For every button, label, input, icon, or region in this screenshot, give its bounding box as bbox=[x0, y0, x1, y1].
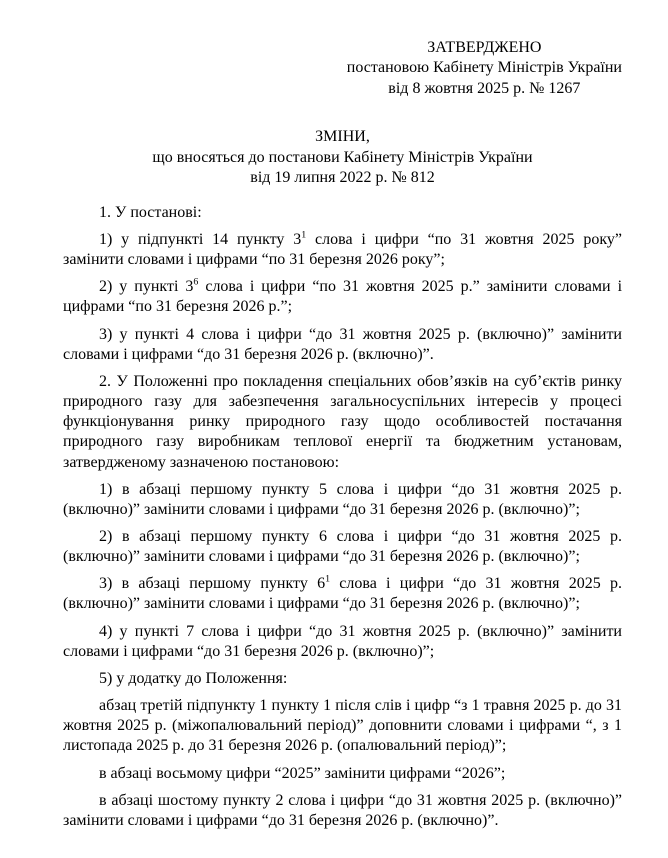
document-paragraph-11 bbox=[63, 696, 622, 756]
document-paragraph-3 bbox=[63, 277, 622, 317]
approval-line-approved: ЗАТВЕРДЖЕНО bbox=[427, 39, 542, 56]
paragraph-text: слова і цифри “по 31 жовтня 2025 р.” замінити словами і цифрами “по 31 березня 2026 р.”; bbox=[63, 278, 623, 316]
paragraph-text: 3) в абзаці першому пункту 6 bbox=[99, 575, 326, 593]
approval-line-date-number: від 8 жовтня 2025 р. № 1267 bbox=[388, 79, 581, 97]
title-line-changes: ЗМІНИ, bbox=[315, 128, 370, 146]
paragraph-text: в абзаці восьмому цифри “2025” замінити цифрами “2026”; bbox=[99, 764, 506, 782]
superscript-text: 6 bbox=[193, 276, 199, 288]
paragraph-text: 1. У постанові: bbox=[99, 203, 202, 221]
paragraph-text: слова і цифри “по 31 жовтня 2025 року” замінити словами і цифрами “по 31 березня 2026 року”; bbox=[63, 230, 622, 269]
document-paragraph-2 bbox=[63, 230, 622, 270]
paragraph-text: 2) в абзаці першому пункту 6 слова і цифри “до 31 жовтня 2025 р. (включно)” замінити словами і цифрами “до 31 березня 2026 р. (включно)”; bbox=[63, 528, 622, 566]
document-body bbox=[63, 203, 622, 831]
document-paragraph-8 bbox=[63, 574, 622, 614]
approval-line-authority: постановою Кабінету Міністрів України bbox=[346, 59, 622, 77]
document-paragraph-13 bbox=[63, 791, 622, 831]
document-paragraph-4 bbox=[63, 325, 622, 365]
title-line-target-date: від 19 липня 2022 р. № 812 bbox=[250, 169, 435, 187]
superscript-text: 1 bbox=[301, 229, 307, 241]
paragraph-text: слова і цифри “до 31 жовтня 2025 р. (включно)” замінити словами і цифрами “до 31 березня 2026 р. (включно)”; bbox=[63, 575, 623, 613]
document-paragraph-7 bbox=[63, 527, 622, 567]
paragraph-text: 1) в абзаці першому пункту 5 слова і цифри “до 31 жовтня 2025 р. (включно)” замінити словами і цифрами “до 31 березня 2026 р. (включно)”; bbox=[63, 480, 622, 518]
paragraph-text: 2. У Положенні про покладення спеціальних обов’язків на суб’єктів ринку природного газу для забезпечення загальносуспільних інтересів у процесі функціонування ринку природного газу щодо особливостей постачання природного газу виробникам теплової енергії та бюджетним установам, затвердженому зазначеною постановою: bbox=[63, 372, 622, 471]
document-paragraph-12 bbox=[63, 764, 622, 784]
document-paragraph-5 bbox=[63, 372, 622, 473]
document-paragraph-9 bbox=[63, 622, 622, 662]
paragraph-text: 1) у підпункті 14 пункту 3 bbox=[99, 230, 302, 248]
document-paragraph-1 bbox=[63, 203, 622, 223]
paragraph-text: в абзаці шостому пункту 2 слова і цифри “до 31 жовтня 2025 р. (включно)” замінити словами і цифрами “до 31 березня 2026 р. (включно)”. bbox=[63, 791, 622, 829]
paragraph-text: 4) у пункті 7 слова і цифри “до 31 жовтня 2025 р. (включно)” замінити словами і цифрами “до 31 березня 2026 р. (включно)”; bbox=[63, 622, 622, 660]
document-paragraph-6 bbox=[63, 480, 622, 520]
paragraph-text: 2) у пункті 3 bbox=[99, 278, 194, 296]
document-title bbox=[63, 127, 622, 188]
title-line-target: що вносяться до постанови Кабінету Міністрів України bbox=[152, 148, 533, 166]
paragraph-text: абзац третій підпункту 1 пункту 1 після слів і цифр “з 1 травня 2025 р. до 31 жовтня 2025 р. (міжопалювальний період)” доповнити словами і цифрами “, з 1 листопада 2025 р. до 31 березня 2026 р. (опалювальний період)”; bbox=[63, 697, 622, 755]
document-paragraph-10 bbox=[63, 669, 622, 689]
paragraph-text: 5) у додатку до Положення: bbox=[99, 669, 288, 687]
paragraph-text: 3) у пункті 4 слова і цифри “до 31 жовтня 2025 р. (включно)” замінити словами і цифрами “до 31 березня 2026 р. (включно)”. bbox=[63, 325, 622, 363]
superscript-text: 1 bbox=[325, 573, 331, 585]
approval-block bbox=[347, 38, 622, 99]
